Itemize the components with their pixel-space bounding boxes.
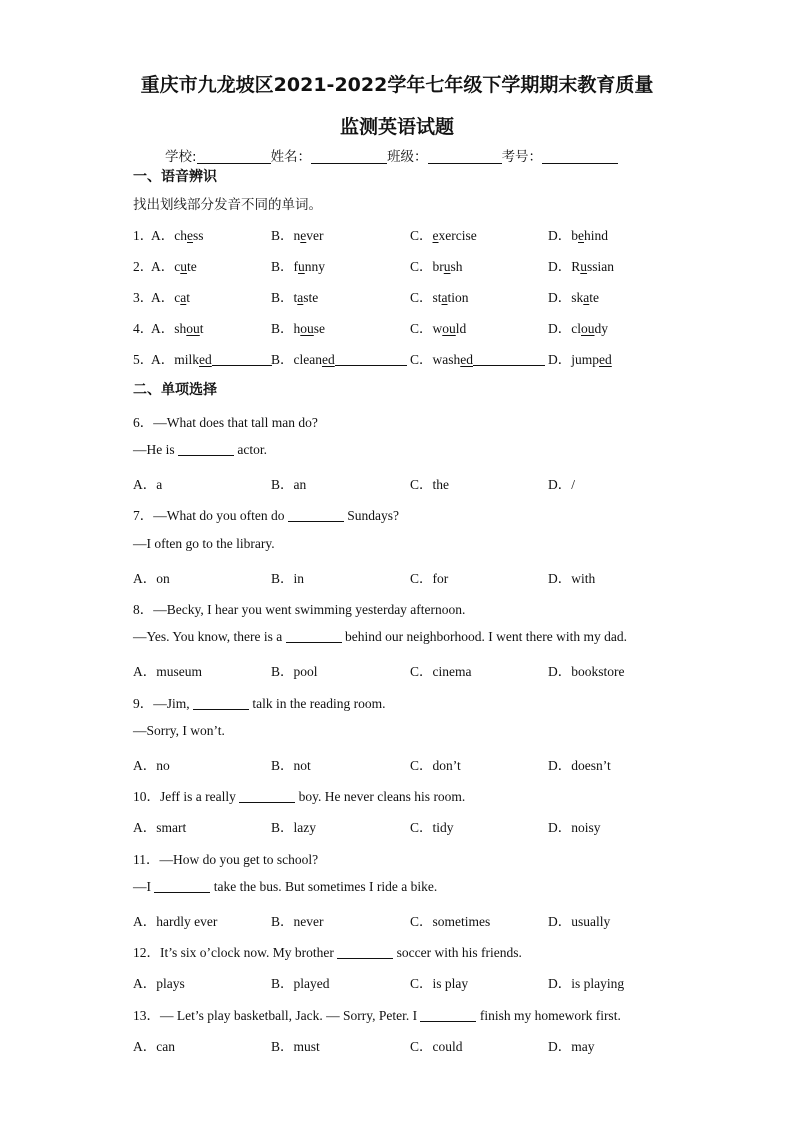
answer-blank[interactable] [286, 630, 342, 643]
option-d: D．Russian [548, 259, 615, 274]
section-heading: 一、语音辨识 [133, 169, 217, 185]
question-stem: 6．—What does that tall man do? [133, 415, 318, 430]
option-c: C．station [410, 290, 469, 305]
option-a: A．cute [151, 259, 197, 274]
option-a[interactable]: A．a [133, 477, 163, 492]
option-a[interactable]: A．hardly ever [133, 914, 218, 929]
option-a: A．cat [151, 290, 191, 305]
option-a[interactable]: A．smart [133, 820, 187, 835]
school-blank[interactable] [197, 149, 271, 164]
option-c[interactable]: C．could [410, 1039, 463, 1054]
option-c[interactable]: C．don’t [410, 758, 461, 773]
option-a[interactable]: A．on [133, 571, 170, 586]
school-label: 学校: [165, 149, 197, 165]
question-stem: 12．It’s six o’clock now. My brother soccer with his friends. [133, 945, 522, 960]
option-b[interactable]: B．pool [271, 664, 318, 679]
answer-blank[interactable] [420, 1009, 476, 1022]
option-d[interactable]: D．usually [548, 914, 611, 929]
option-d: D．skate [548, 290, 600, 305]
option-b-trailing-rule [335, 353, 407, 366]
option-b[interactable]: B．not [271, 758, 311, 773]
name-blank[interactable] [311, 149, 387, 164]
answer-blank[interactable] [178, 443, 234, 456]
option-a-trailing-rule [212, 353, 272, 366]
option-d: D．jumped [548, 352, 612, 367]
question-answer-line: —He is actor. [133, 442, 267, 457]
option-c[interactable]: C．for [410, 571, 449, 586]
question-stem: 13．— Let’s play basketball, Jack. — Sorry, Peter. I finish my homework first. [133, 1008, 621, 1023]
option-c: C．exercise [410, 228, 477, 243]
option-b: B．cleaned [271, 348, 407, 368]
option-b: B．never [271, 228, 324, 243]
answer-blank[interactable] [288, 509, 344, 522]
option-c: C．washed [410, 348, 545, 368]
option-b[interactable]: B．in [271, 571, 305, 586]
option-b: B．house [271, 321, 326, 336]
option-d[interactable]: D．is playing [548, 976, 625, 991]
option-c[interactable]: C．tidy [410, 820, 454, 835]
option-c[interactable]: C．cinema [410, 664, 472, 679]
question-number: 4． [133, 321, 154, 336]
option-d[interactable]: D．doesn’t [548, 758, 611, 773]
option-d[interactable]: D．/ [548, 477, 575, 492]
option-c[interactable]: C．is play [410, 976, 469, 991]
option-a: A．milked [151, 348, 272, 368]
student-info-row [165, 145, 618, 165]
option-b[interactable]: B．an [271, 477, 307, 492]
section-heading: 二、单项选择 [133, 382, 217, 398]
question-answer-line: —I often go to the library. [133, 536, 275, 551]
answer-blank[interactable] [337, 946, 393, 959]
option-b[interactable]: B．must [271, 1039, 320, 1054]
question-stem: 9．—Jim, talk in the reading room. [133, 696, 386, 711]
question-answer-line: —Yes. You know, there is a behind our neighborhood. I went there with my dad. [133, 629, 627, 644]
option-a[interactable]: A．can [133, 1039, 175, 1054]
option-c[interactable]: C．the [410, 477, 449, 492]
question-number: 1． [133, 228, 154, 243]
exam-title-line2: 监测英语试题 [339, 116, 454, 138]
answer-blank[interactable] [193, 697, 249, 710]
question-stem: 11．—How do you get to school? [133, 852, 319, 867]
option-a[interactable]: A．no [133, 758, 170, 773]
option-a[interactable]: A．museum [133, 664, 202, 679]
option-d[interactable]: D．may [548, 1039, 595, 1054]
option-a: A．chess [151, 228, 204, 243]
exam-no-label: 考号： [501, 149, 543, 165]
option-c: C．brush [410, 259, 463, 274]
question-stem: 8．—Becky, I hear you went swimming yesterday afternoon. [133, 602, 466, 617]
answer-blank[interactable] [239, 790, 295, 803]
option-b[interactable]: B．never [271, 914, 324, 929]
question-stem: 7．—What do you often do Sundays? [133, 508, 399, 523]
answer-blank[interactable] [154, 880, 210, 893]
option-d: D．cloudy [548, 321, 608, 336]
name-label: 姓名： [270, 149, 312, 165]
option-d[interactable]: D．noisy [548, 820, 601, 835]
option-d: D．behind [548, 228, 609, 243]
option-b: B．funny [271, 259, 325, 274]
option-b[interactable]: B．lazy [271, 820, 316, 835]
class-blank[interactable] [428, 149, 502, 164]
option-d[interactable]: D．with [548, 571, 596, 586]
class-label: 班级： [387, 149, 428, 165]
question-stem: 10．Jeff is a really boy. He never cleans his room. [133, 789, 466, 804]
question-number: 5． [133, 352, 154, 367]
option-a[interactable]: A．plays [133, 976, 185, 991]
option-c-trailing-rule [473, 353, 545, 366]
question-number: 3． [133, 290, 154, 305]
question-answer-line: —I take the bus. But sometimes I ride a bike. [133, 879, 438, 894]
exam-title-line1: 重庆市九龙坡区2021-2022学年七年级下学期期末教育质量 [140, 74, 654, 96]
option-d[interactable]: D．bookstore [548, 664, 625, 679]
option-c[interactable]: C．sometimes [410, 914, 491, 929]
question-answer-line: —Sorry, I won’t. [133, 723, 225, 738]
exam-no-blank[interactable] [542, 149, 618, 164]
option-a: A．shout [151, 321, 204, 336]
section-instruction: 找出划线部分发音不同的单词。 [133, 197, 322, 213]
option-c: C．would [410, 321, 467, 336]
question-number: 2． [133, 259, 154, 274]
option-b: B．taste [271, 290, 319, 305]
option-b[interactable]: B．played [271, 976, 330, 991]
